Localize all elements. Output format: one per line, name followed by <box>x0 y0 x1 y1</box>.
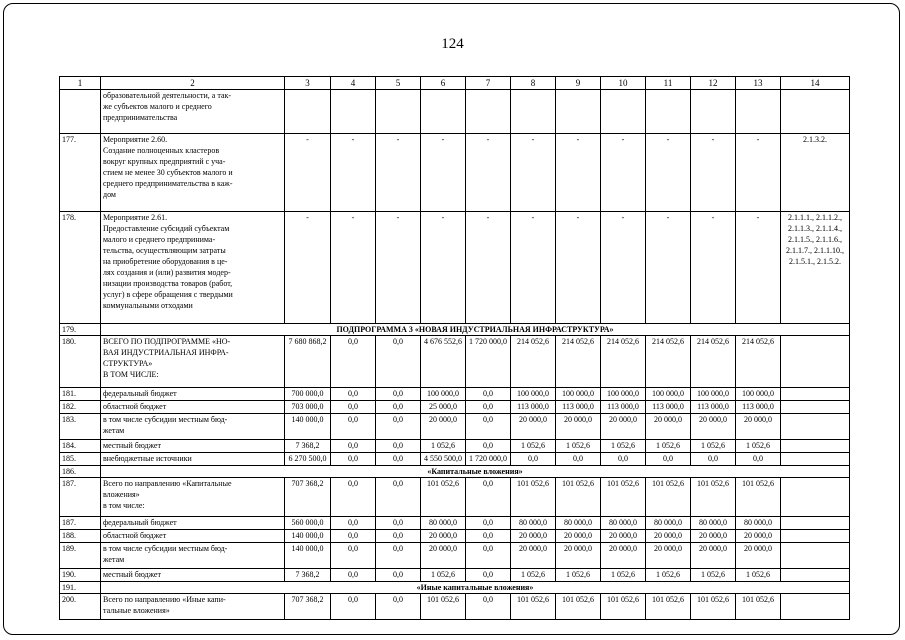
reference-cell <box>781 453 850 466</box>
value-cell: 20 000,0 <box>601 414 646 440</box>
column-header: 4 <box>331 77 376 90</box>
value-cell: 20 000,0 <box>421 414 466 440</box>
value-cell: 20 000,0 <box>556 543 601 569</box>
value-cell: 0,0 <box>331 336 376 388</box>
value-cell: 0,0 <box>331 401 376 414</box>
value-cell: 0,0 <box>736 453 781 466</box>
table-row <box>60 134 850 212</box>
value-cell: 0,0 <box>376 530 421 543</box>
value-cell: - <box>556 212 601 324</box>
value-cell: 80 000,0 <box>601 517 646 530</box>
value-cell: 0,0 <box>331 414 376 440</box>
value-cell: 101 052,6 <box>601 594 646 620</box>
row-number: 183. <box>60 414 101 440</box>
reference-cell <box>781 569 850 582</box>
column-header: 1 <box>60 77 101 90</box>
value-cell: 20 000,0 <box>421 543 466 569</box>
budget-table <box>59 76 850 620</box>
column-header: 5 <box>376 77 421 90</box>
value-cell: 0,0 <box>331 453 376 466</box>
value-cell: 0,0 <box>376 569 421 582</box>
value-cell: 0,0 <box>376 440 421 453</box>
value-cell: 0,0 <box>331 440 376 453</box>
row-number: 189. <box>60 543 101 569</box>
value-cell: - <box>556 134 601 212</box>
value-cell: 20 000,0 <box>556 530 601 543</box>
row-description: местный бюджет <box>101 440 285 453</box>
reference-cell <box>781 388 850 401</box>
value-cell: 20 000,0 <box>691 414 736 440</box>
row-description: внебюджетные источники <box>101 453 285 466</box>
value-cell <box>331 90 376 134</box>
value-cell: 0,0 <box>376 543 421 569</box>
column-header: 11 <box>646 77 691 90</box>
reference-cell <box>781 478 850 517</box>
value-cell <box>736 90 781 134</box>
value-cell: 100 000,0 <box>601 388 646 401</box>
value-cell: 1 052,6 <box>646 569 691 582</box>
table-row <box>60 440 850 453</box>
value-cell: 214 052,6 <box>646 336 691 388</box>
table-row <box>60 90 850 134</box>
value-cell: 7 368,2 <box>285 569 331 582</box>
value-cell: 140 000,0 <box>285 530 331 543</box>
value-cell: 20 000,0 <box>646 543 691 569</box>
value-cell: 101 052,6 <box>646 478 691 517</box>
value-cell: 214 052,6 <box>601 336 646 388</box>
row-description: Мероприятие 2.60. Создание полноценных кластеров вокруг крупных предприятий с уча- стием не менее 30 субъектов малого и среднего предпринимательства в каж- дом <box>101 134 285 212</box>
value-cell: 214 052,6 <box>511 336 556 388</box>
reference-cell: 2.1.3.2. <box>781 134 850 212</box>
table-row <box>60 517 850 530</box>
row-description: ВСЕГО ПО ПОДПРОГРАММЕ «НО- ВАЯ ИНДУСТРИАЛЬНАЯ ИНФРА- СТРУКТУРА» В ТОМ ЧИСЛЕ: <box>101 336 285 388</box>
value-cell <box>511 90 556 134</box>
value-cell: 80 000,0 <box>511 517 556 530</box>
reference-cell <box>781 530 850 543</box>
value-cell: 0,0 <box>466 594 511 620</box>
value-cell: 101 052,6 <box>601 478 646 517</box>
value-cell: 1 052,6 <box>556 440 601 453</box>
value-cell: 1 052,6 <box>511 569 556 582</box>
table-row <box>60 594 850 620</box>
value-cell: 101 052,6 <box>511 478 556 517</box>
table-row <box>60 324 850 336</box>
table-row <box>60 212 850 324</box>
row-description: в том числе субсидии местным бюд- жетам <box>101 543 285 569</box>
value-cell: 80 000,0 <box>736 517 781 530</box>
value-cell <box>691 90 736 134</box>
column-header: 10 <box>601 77 646 90</box>
value-cell: 20 000,0 <box>646 414 691 440</box>
row-number: 188. <box>60 530 101 543</box>
value-cell: 20 000,0 <box>601 543 646 569</box>
value-cell: - <box>511 212 556 324</box>
value-cell: 1 720 000,0 <box>466 336 511 388</box>
value-cell: - <box>736 212 781 324</box>
value-cell: 101 052,6 <box>691 478 736 517</box>
value-cell: 101 052,6 <box>556 594 601 620</box>
reference-cell <box>781 414 850 440</box>
value-cell: 140 000,0 <box>285 414 331 440</box>
row-number: 187. <box>60 478 101 517</box>
value-cell: 0,0 <box>511 453 556 466</box>
column-header: 12 <box>691 77 736 90</box>
value-cell: - <box>601 134 646 212</box>
value-cell: 20 000,0 <box>646 530 691 543</box>
value-cell: - <box>736 134 781 212</box>
column-header: 8 <box>511 77 556 90</box>
value-cell: 1 052,6 <box>736 440 781 453</box>
value-cell: - <box>285 212 331 324</box>
value-cell: 100 000,0 <box>691 388 736 401</box>
value-cell <box>285 90 331 134</box>
value-cell: 1 052,6 <box>601 569 646 582</box>
column-header: 2 <box>101 77 285 90</box>
value-cell: 101 052,6 <box>736 478 781 517</box>
value-cell: 100 000,0 <box>646 388 691 401</box>
header-row <box>60 77 850 90</box>
value-cell: 101 052,6 <box>556 478 601 517</box>
value-cell: 0,0 <box>466 543 511 569</box>
row-number: 184. <box>60 440 101 453</box>
row-number <box>60 90 101 134</box>
value-cell: 20 000,0 <box>511 414 556 440</box>
column-header: 9 <box>556 77 601 90</box>
row-number: 178. <box>60 212 101 324</box>
column-header: 3 <box>285 77 331 90</box>
value-cell: 0,0 <box>331 569 376 582</box>
value-cell <box>376 90 421 134</box>
value-cell: 0,0 <box>376 401 421 414</box>
value-cell: 113 000,0 <box>691 401 736 414</box>
reference-cell <box>781 336 850 388</box>
reference-cell <box>781 543 850 569</box>
value-cell: 0,0 <box>376 478 421 517</box>
value-cell: 1 052,6 <box>736 569 781 582</box>
section-title: ПОДПРОГРАММА 3 «НОВАЯ ИНДУСТРИАЛЬНАЯ ИНФРАСТРУКТУРА» <box>101 324 850 336</box>
value-cell: 0,0 <box>376 388 421 401</box>
row-description: Всего по направлению «Иные капи- тальные вложения» <box>101 594 285 620</box>
row-description: Мероприятие 2.61. Предоставление субсидий субъектам малого и среднего предпринима- тельства, осуществляющим затраты на приобретение оборудования в це- лях создания и (или) развития модер- низации производства товаров (работ, услуг) в сфере обращения с твердыми коммунальными отходами <box>101 212 285 324</box>
value-cell: 4 550 500,0 <box>421 453 466 466</box>
value-cell: - <box>466 134 511 212</box>
value-cell: 214 052,6 <box>691 336 736 388</box>
value-cell: 1 052,6 <box>556 569 601 582</box>
value-cell: 113 000,0 <box>646 401 691 414</box>
value-cell: 140 000,0 <box>285 543 331 569</box>
row-number: 186. <box>60 466 101 478</box>
value-cell: 0,0 <box>331 388 376 401</box>
row-description: образовательной деятельности, а так- же субъектов малого и среднего предпринимательства <box>101 90 285 134</box>
value-cell: 20 000,0 <box>736 530 781 543</box>
value-cell: - <box>691 212 736 324</box>
row-number: 185. <box>60 453 101 466</box>
value-cell: 0,0 <box>376 453 421 466</box>
row-description: местный бюджет <box>101 569 285 582</box>
value-cell: 1 052,6 <box>421 440 466 453</box>
value-cell: 0,0 <box>331 478 376 517</box>
value-cell: 20 000,0 <box>736 543 781 569</box>
table-row <box>60 543 850 569</box>
value-cell: 0,0 <box>466 440 511 453</box>
value-cell: 20 000,0 <box>511 543 556 569</box>
value-cell <box>556 90 601 134</box>
value-cell: 100 000,0 <box>421 388 466 401</box>
value-cell: - <box>511 134 556 212</box>
value-cell: 100 000,0 <box>511 388 556 401</box>
table-row <box>60 336 850 388</box>
table-row <box>60 569 850 582</box>
value-cell: 4 676 552,6 <box>421 336 466 388</box>
value-cell: - <box>601 212 646 324</box>
row-number: 187. <box>60 517 101 530</box>
value-cell: 0,0 <box>376 414 421 440</box>
reference-cell <box>781 401 850 414</box>
value-cell: 0,0 <box>466 401 511 414</box>
value-cell: - <box>376 212 421 324</box>
value-cell: 7 368,2 <box>285 440 331 453</box>
value-cell <box>601 90 646 134</box>
value-cell: 0,0 <box>376 517 421 530</box>
value-cell: - <box>421 212 466 324</box>
value-cell: 113 000,0 <box>601 401 646 414</box>
value-cell: 20 000,0 <box>601 530 646 543</box>
reference-cell <box>781 440 850 453</box>
value-cell: 0,0 <box>331 530 376 543</box>
value-cell: 101 052,6 <box>421 478 466 517</box>
value-cell: 0,0 <box>331 594 376 620</box>
value-cell: 100 000,0 <box>736 388 781 401</box>
value-cell: 20 000,0 <box>691 530 736 543</box>
page-number: 124 <box>441 36 464 52</box>
row-number: 200. <box>60 594 101 620</box>
value-cell: 0,0 <box>376 336 421 388</box>
value-cell: 700 000,0 <box>285 388 331 401</box>
column-header: 14 <box>781 77 850 90</box>
value-cell: 1 052,6 <box>691 569 736 582</box>
table-row <box>60 478 850 517</box>
value-cell: - <box>331 212 376 324</box>
value-cell: 0,0 <box>376 594 421 620</box>
value-cell: 113 000,0 <box>556 401 601 414</box>
value-cell: 20 000,0 <box>511 530 556 543</box>
section-title: «Иные капитальные вложения» <box>101 582 850 594</box>
value-cell: 101 052,6 <box>646 594 691 620</box>
value-cell: 80 000,0 <box>646 517 691 530</box>
table-row <box>60 388 850 401</box>
value-cell <box>466 90 511 134</box>
value-cell: - <box>646 212 691 324</box>
value-cell: 6 270 500,0 <box>285 453 331 466</box>
value-cell: 0,0 <box>601 453 646 466</box>
row-number: 179. <box>60 324 101 336</box>
value-cell: 0,0 <box>466 478 511 517</box>
row-description: областной бюджет <box>101 401 285 414</box>
row-description: федеральный бюджет <box>101 388 285 401</box>
row-number: 191. <box>60 582 101 594</box>
value-cell: 20 000,0 <box>421 530 466 543</box>
row-number: 190. <box>60 569 101 582</box>
value-cell: 0,0 <box>331 517 376 530</box>
value-cell: - <box>466 212 511 324</box>
reference-cell <box>781 594 850 620</box>
column-header: 7 <box>466 77 511 90</box>
value-cell: 0,0 <box>466 517 511 530</box>
row-description: Всего по направлению «Капитальные вложения» в том числе: <box>101 478 285 517</box>
value-cell: 101 052,6 <box>421 594 466 620</box>
reference-cell <box>781 90 850 134</box>
value-cell: 20 000,0 <box>736 414 781 440</box>
value-cell: 7 680 868,2 <box>285 336 331 388</box>
row-number: 180. <box>60 336 101 388</box>
value-cell: - <box>646 134 691 212</box>
column-header: 13 <box>736 77 781 90</box>
value-cell: - <box>285 134 331 212</box>
table-body <box>60 77 850 620</box>
value-cell: 113 000,0 <box>736 401 781 414</box>
value-cell <box>421 90 466 134</box>
table-row <box>60 530 850 543</box>
value-cell: - <box>376 134 421 212</box>
value-cell: 0,0 <box>466 388 511 401</box>
value-cell: - <box>331 134 376 212</box>
value-cell: 0,0 <box>466 414 511 440</box>
row-number: 181. <box>60 388 101 401</box>
value-cell: - <box>421 134 466 212</box>
value-cell: 80 000,0 <box>556 517 601 530</box>
row-description: федеральный бюджет <box>101 517 285 530</box>
value-cell: 113 000,0 <box>511 401 556 414</box>
table-row <box>60 466 850 478</box>
column-header: 6 <box>421 77 466 90</box>
value-cell: 0,0 <box>691 453 736 466</box>
table-row <box>60 401 850 414</box>
row-number: 177. <box>60 134 101 212</box>
value-cell: 20 000,0 <box>691 543 736 569</box>
value-cell: 1 052,6 <box>646 440 691 453</box>
value-cell: 214 052,6 <box>556 336 601 388</box>
value-cell: 100 000,0 <box>556 388 601 401</box>
value-cell: 560 000,0 <box>285 517 331 530</box>
row-description: областной бюджет <box>101 530 285 543</box>
value-cell: 101 052,6 <box>691 594 736 620</box>
value-cell: 0,0 <box>331 543 376 569</box>
value-cell: 101 052,6 <box>511 594 556 620</box>
value-cell: 1 052,6 <box>601 440 646 453</box>
value-cell: 0,0 <box>556 453 601 466</box>
value-cell: 101 052,6 <box>736 594 781 620</box>
value-cell: 80 000,0 <box>421 517 466 530</box>
value-cell: 707 368,2 <box>285 478 331 517</box>
value-cell: 1 052,6 <box>511 440 556 453</box>
value-cell <box>646 90 691 134</box>
table-row <box>60 414 850 440</box>
value-cell: 707 368,2 <box>285 594 331 620</box>
table-row <box>60 453 850 466</box>
value-cell: 20 000,0 <box>556 414 601 440</box>
value-cell: 1 052,6 <box>421 569 466 582</box>
value-cell: 0,0 <box>646 453 691 466</box>
row-description: в том числе субсидии местным бюд- жетам <box>101 414 285 440</box>
value-cell: 1 052,6 <box>691 440 736 453</box>
value-cell: 0,0 <box>466 569 511 582</box>
value-cell: 25 000,0 <box>421 401 466 414</box>
reference-cell: 2.1.1.1., 2.1.1.2., 2.1.1.3., 2.1.1.4., 2.1.1.5., 2.1.1.6., 2.1.1.7., 2.1.1.10., 2.1.5.1., 2.1.5.2. <box>781 212 850 324</box>
value-cell: - <box>691 134 736 212</box>
value-cell: 703 000,0 <box>285 401 331 414</box>
section-title: «Капитальные вложения» <box>101 466 850 478</box>
value-cell: 1 720 000,0 <box>466 453 511 466</box>
table-row <box>60 582 850 594</box>
value-cell: 0,0 <box>466 530 511 543</box>
value-cell: 80 000,0 <box>691 517 736 530</box>
row-number: 182. <box>60 401 101 414</box>
value-cell: 214 052,6 <box>736 336 781 388</box>
reference-cell <box>781 517 850 530</box>
